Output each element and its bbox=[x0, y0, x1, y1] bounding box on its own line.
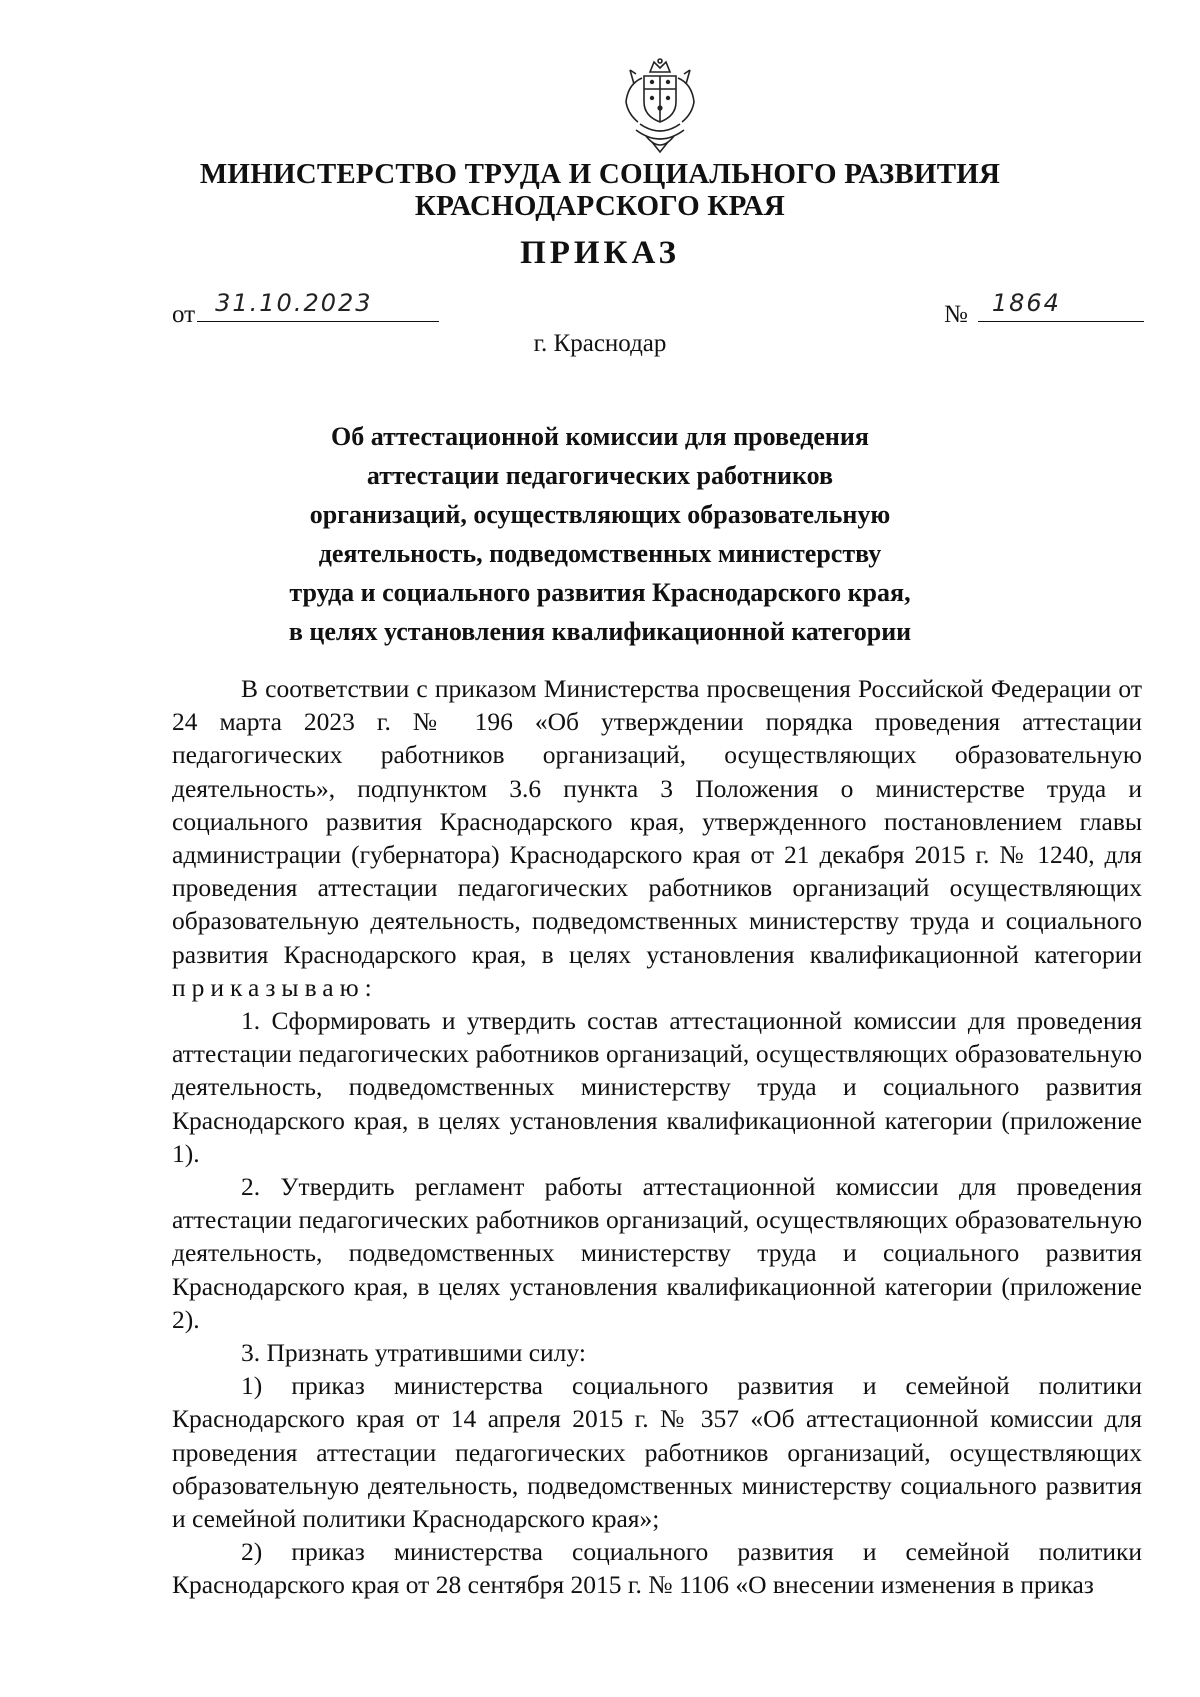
item-3-2: 2) приказ министерства социального развития и семейной политики Краснодарского края от 28 сентября 2015 г. № 1106 «О внесении изменения в приказ bbox=[172, 1537, 1142, 1600]
preamble-text: В соответствии с приказом Министерства просвещения Российской Федерации от 24 марта 2023 г. № 196 «Об утверждении порядка проведения аттестации педагогических работников организаций, осуществляющих образовательную деятельность», подпунктом 3.6 пункта 3 Положения о министерстве труда и социального развития Краснодарского края, утвержденного постановлением главы администрации (губернатора) Краснодарского края от 21 декабря 2015 г. № 1240, для проведения аттестации педагогических работников организаций осуществляющих образовательную деятельность, подведомственных министерству труда и социального развития Краснодарского края, в целях установления квалификационной категории bbox=[172, 674, 1142, 969]
handwritten-number: 1864 bbox=[991, 289, 1061, 317]
ministry-name-line1: МИНИСТЕРСТВО ТРУДА И СОЦИАЛЬНОГО РАЗВИТИЯ bbox=[199, 158, 1001, 190]
item-2: 2. Утвердить регламент работы аттестационной комиссии для проведения аттестации педагогических работников организаций, осуществляющих образовательную деятельность, подведомственных министерству труда и социального развития Краснодарского края, в целях установления квалификационной категории (приложение 2). bbox=[172, 1172, 1142, 1334]
document-type: ПРИКАЗ bbox=[520, 235, 680, 271]
item-3-1: 1) приказ министерства социального развития и семейной политики Краснодарского края от 14 апреля 2015 г. № 357 «Об аттестационной комиссии для проведения аттестации педагогических работников организаций, осуществляющих образовательную деятельность, подведомственных министерству социального развития и семейной политики Краснодарского края»; bbox=[172, 1371, 1142, 1534]
title-line: в целях установления квалификационной категории bbox=[288, 617, 912, 646]
preamble-paragraph bbox=[172, 672, 1142, 1004]
title-line: Об аттестационной комиссии для проведения bbox=[331, 422, 869, 451]
coat-of-arms-icon bbox=[616, 58, 704, 156]
item-1: 1. Сформировать и утвердить состав аттестационной комиссии для проведения аттестации педагогических работников организаций, осуществляющих образовательную деятельность, подведомственных министерству труда и социального развития Краснодарского края, в целях установления квалификационной категории (приложение 1). bbox=[172, 1006, 1142, 1168]
date-prefix: от bbox=[172, 301, 196, 328]
order-word: приказываю: bbox=[172, 972, 378, 1002]
title-line: аттестации педагогических работников bbox=[366, 461, 834, 490]
title-line: организаций, осуществляющих образовательную bbox=[309, 500, 891, 529]
document-body bbox=[172, 672, 1142, 1602]
document-title bbox=[0, 417, 1200, 651]
number-prefix: № bbox=[944, 301, 968, 328]
title-line: труда и социального развития Краснодарского края, bbox=[289, 578, 911, 607]
ministry-name-line2: КРАСНОДАРСКОГО КРАЯ bbox=[414, 190, 786, 222]
item-3: 3. Признать утратившими силу: bbox=[241, 1338, 586, 1368]
handwritten-date: 31.10.2023 bbox=[215, 289, 373, 317]
city: г. Краснодар bbox=[533, 330, 667, 357]
order-number bbox=[944, 289, 1144, 329]
order-date bbox=[172, 289, 439, 329]
title-line: деятельность, подведомственных министерству bbox=[318, 539, 882, 568]
number-field bbox=[978, 289, 1144, 322]
date-field bbox=[197, 289, 439, 322]
